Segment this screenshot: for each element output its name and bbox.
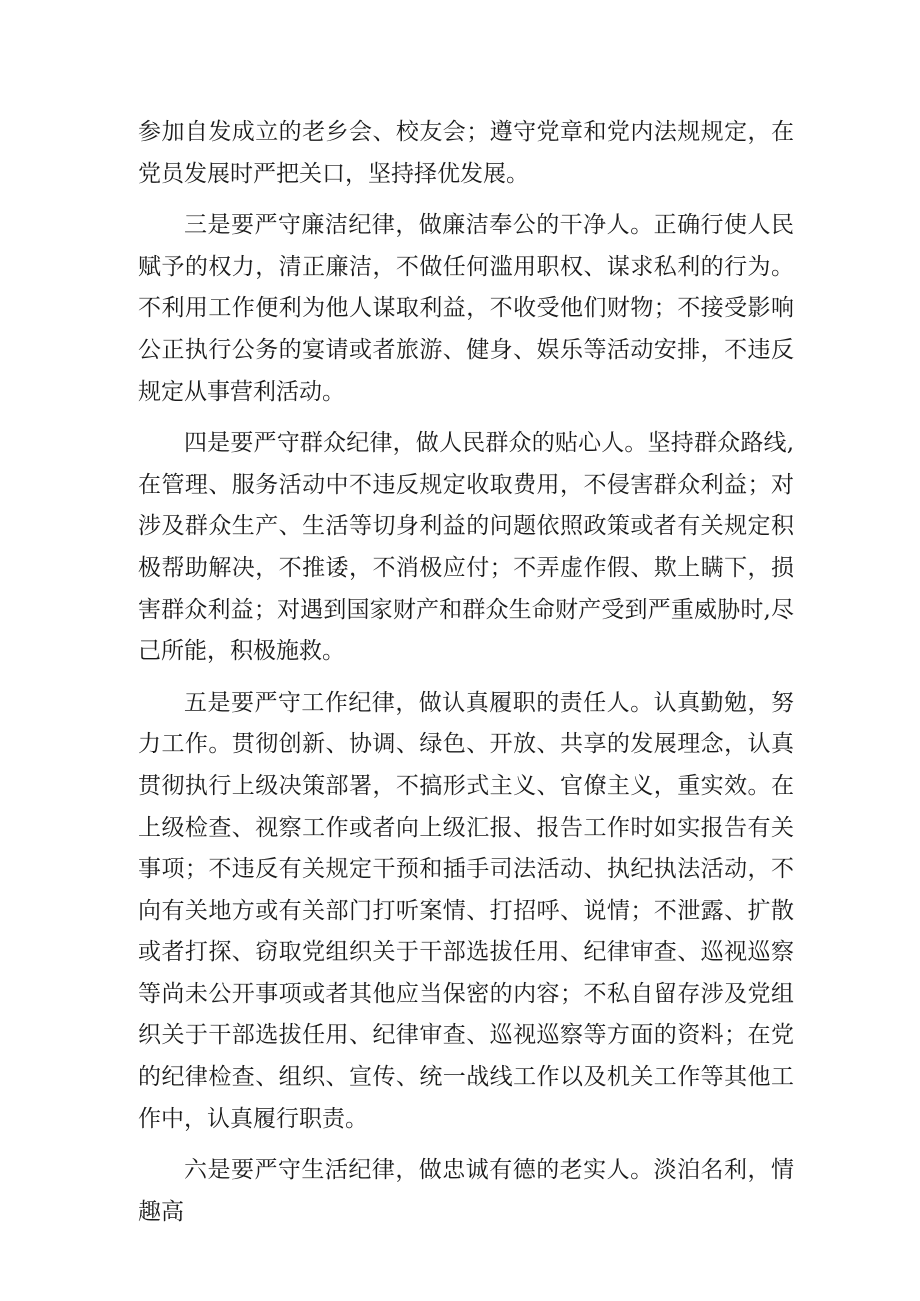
paragraph-mass-discipline: 四是要严守群众纪律，做人民群众的贴心人。坚持群众路线,在管理、服务活动中不违反规定收取费用，不侵害群众利益；对涉及群众生产、生活等切身利益的问题依照政策或者有关规定积极帮助解决，不推诿，不消极应付；不弄虚作假、欺上瞒下，损害群众利益；对遇到国家财产和群众生命财产受到严重威胁时,尽己所能，积极施救。 — [138, 430, 794, 665]
paragraph-life-discipline: 六是要严守生活纪律，做忠诚有德的老实人。淡泊名利，情趣高 — [138, 1157, 794, 1225]
paragraph-integrity-discipline: 三是要严守廉洁纪律，做廉洁奉公的干净人。正确行使人民赋予的权力，清正廉洁，不做任何滥用职权、谋求私利的行为。不利用工作便利为他人谋取利益，不收受他们财物；不接受影响公正执行公务的宴请或者旅游、健身、娱乐等活动安排，不违反规定从事营利活动。 — [138, 212, 794, 405]
paragraph-continuation: 参加自发成立的老乡会、校友会；遵守党章和党内法规规定，在党员发展时严把关口，坚持择优发展。 — [138, 119, 794, 187]
paragraph-work-discipline: 五是要严守工作纪律，做认真履职的责任人。认真勤勉，努力工作。贯彻创新、协调、绿色、开放、共享的发展理念，认真贯彻执行上级决策部署，不搞形式主义、官僚主义，重实效。在上级检查、视察工作或者向上级汇报、报告工作时如实报告有关事项；不违反有关规定干预和插手司法活动、执纪执法活动，不向有关地方或有关部门打听案情、打招呼、说情；不泄露、扩散或者打探、窃取党组织关于干部选拔任用、纪律审查、巡视巡察等尚未公开事项或者其他应当保密的内容；不私自留存涉及党组织关于干部选拔任用、纪律审查、巡视巡察等方面的资料；在党的纪律检查、组织、宣传、统一战线工作以及机关工作等其他工作中，认真履行职责。 — [138, 689, 794, 1132]
document-body — [138, 112, 794, 1243]
